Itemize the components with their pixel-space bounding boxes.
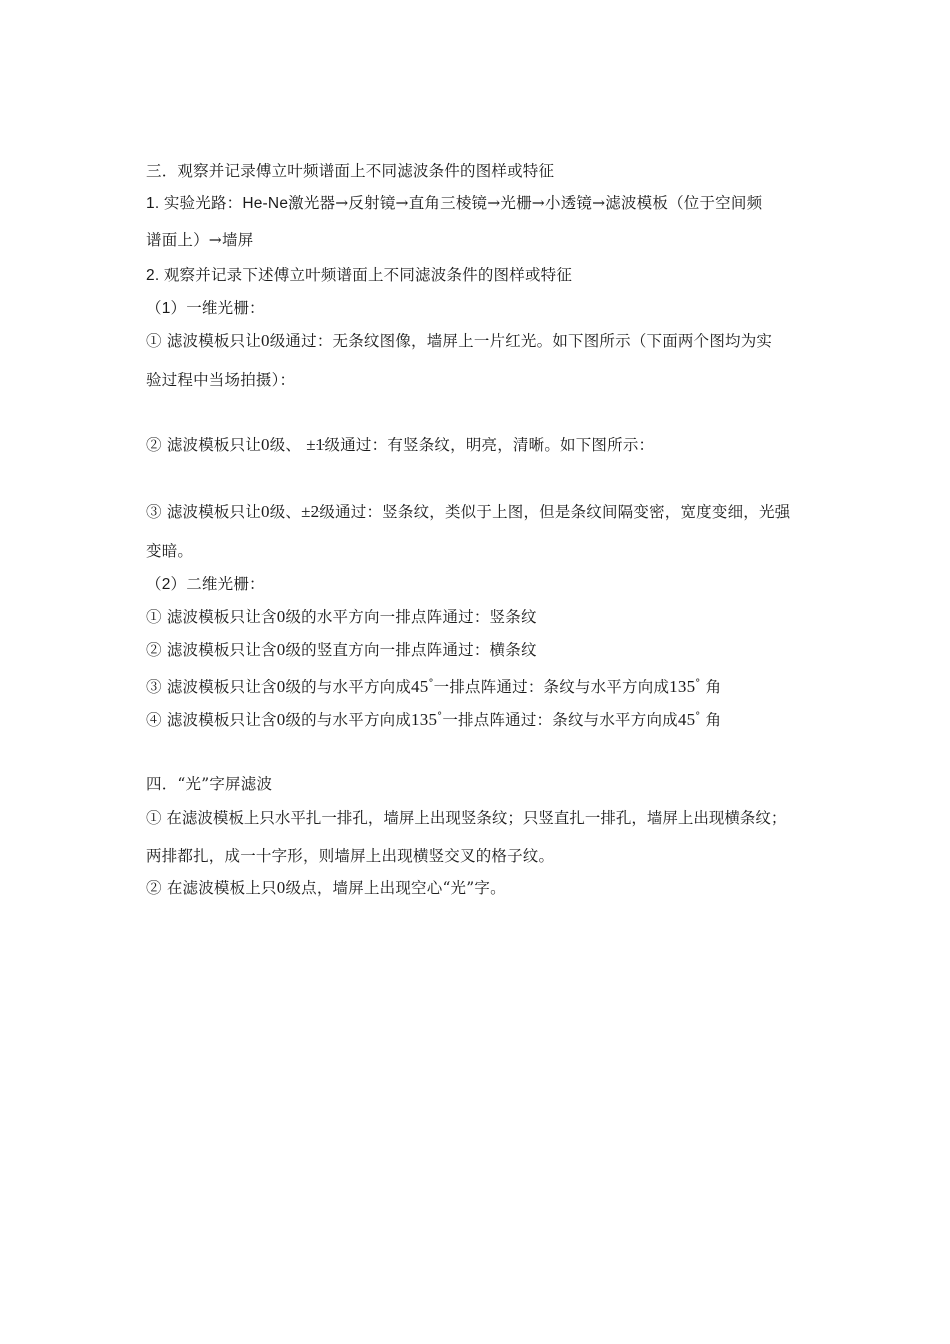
g2-item2 (146, 640, 826, 660)
g1-item2-c: 级通过：有竖条纹，明亮，清晰。如下图所示： (324, 436, 655, 454)
s4-item1-continuation (146, 846, 826, 866)
g2-item3-angle1: 45 (411, 677, 429, 696)
g1-item3-a: ③ 滤波模板只让 (146, 503, 262, 521)
g1-item2-a: ② 滤波模板只让 (146, 436, 262, 454)
g2-item4-b: 级的与水平方向成 (285, 711, 412, 729)
section4-title (146, 774, 826, 794)
g1-item3-pm: ±2 (301, 502, 320, 521)
g1-item3-c: 级通过：竖条纹，类似于上图，但是条纹间隔变密，宽度变细，光强 (319, 503, 791, 521)
s4-item1 (146, 808, 826, 828)
g2-item1 (146, 607, 826, 627)
g2-item4-angle1: 135 (411, 710, 438, 729)
g1-item2-b: 级、 (269, 436, 302, 454)
g1-item2-pm: ±1 (306, 435, 325, 454)
item2-line (146, 265, 826, 286)
g2-item2-b: 级的竖直方向一排点阵通过：横条纹 (285, 641, 537, 659)
section4-title-text: 四．“光”字屏滤波 (146, 775, 273, 793)
g2-item4-zero: 0 (276, 710, 286, 729)
g2-item3-angle2: 135 (669, 677, 696, 696)
g2-item1-zero: 0 (276, 607, 286, 626)
g2-item4-angle2: 45 (677, 710, 696, 729)
g1-item1-continuation (146, 370, 826, 390)
g2-item1-a: ① 滤波模板只让含 (146, 608, 277, 626)
grating2d-number: （2） (146, 576, 187, 593)
g1-item3 (146, 502, 826, 522)
s4-item2 (146, 878, 826, 898)
section3-title (146, 161, 826, 181)
g1-item1-b: 级通过：无条纹图像，墙屏上一片红光。如下图所示（下面两个图均为实 (269, 332, 773, 350)
g1-item3-continuation (146, 541, 826, 561)
g2-item2-a: ② 滤波模板只让含 (146, 641, 277, 659)
item1-label: 实验光路：He-Ne (163, 195, 289, 212)
item1-number: 1. (146, 195, 164, 212)
item2-text: 观察并记录下述傅立叶频谱面上不同滤波条件的图样或特征 (163, 266, 573, 284)
g1-item1-zero: 0 (261, 331, 270, 350)
s4-item2-zero: 0 (276, 878, 286, 897)
grating1d-number: （1） (146, 300, 187, 317)
degree-symbol: ° (695, 711, 701, 722)
g2-item2-zero: 0 (276, 640, 286, 659)
item2-number: 2. (146, 267, 164, 284)
g1-item3-zero: 0 (261, 502, 270, 521)
g2-item3-c: 一排点阵通过：条纹与水平方向成 (433, 678, 670, 696)
degree-symbol: ° (428, 678, 434, 689)
g2-item4-d: 角 (705, 711, 722, 729)
s4-item1-a: ① 在滤波模板上只水平扎一排孔，墙屏上出现竖条纹；只竖直扎一排孔，墙屏上出现横条纹； (146, 809, 787, 827)
s4-item2-b: 级点，墙屏上出现空心“光”字。 (285, 879, 506, 897)
item1-continuation-text: 谱面上）→墙屏 (146, 231, 254, 249)
g1-item1-cont: 验过程中当场拍摄）： (146, 371, 296, 389)
degree-symbol: ° (437, 711, 443, 722)
g1-item2 (146, 435, 826, 455)
g1-item3-cont: 变暗。 (146, 542, 194, 560)
g2-item4-c: 一排点阵通过：条纹与水平方向成 (442, 711, 678, 729)
g2-item4 (146, 707, 826, 730)
g2-item4-a: ④ 滤波模板只让含 (146, 711, 277, 729)
item1-continuation (146, 230, 826, 250)
s4-item2-a: ② 在滤波模板上只 (146, 879, 277, 897)
item1-line (146, 193, 826, 214)
g2-item3-b: 级的与水平方向成 (285, 678, 412, 696)
grating2d-title (146, 574, 826, 595)
g2-item1-b: 级的水平方向一排点阵通过：竖条纹 (285, 608, 537, 626)
item1-text: 激光器→反射镜→直角三棱镜→光栅→小透镜→滤波模板（位于空间频 (288, 194, 763, 212)
section3-title-text: 三．观察并记录傅立叶频谱面上不同滤波条件的图样或特征 (146, 162, 555, 180)
grating1d-label: 一维光栅： (186, 299, 265, 317)
degree-symbol: ° (695, 678, 701, 689)
g2-item3-d: 角 (705, 678, 722, 696)
g2-item3 (146, 674, 826, 697)
g1-item3-b: 级、 (269, 503, 302, 521)
grating1d-title (146, 298, 826, 319)
g1-item1-a: ① 滤波模板只让 (146, 332, 262, 350)
g2-item3-zero: 0 (276, 677, 286, 696)
g2-item3-a: ③ 滤波模板只让含 (146, 678, 277, 696)
g1-item2-zero: 0 (261, 435, 270, 454)
s4-item1-cont: 两排都扎，成一十字形，则墙屏上出现横竖交叉的格子纹。 (146, 847, 555, 865)
grating2d-label: 二维光栅： (186, 575, 265, 593)
g1-item1 (146, 331, 826, 351)
